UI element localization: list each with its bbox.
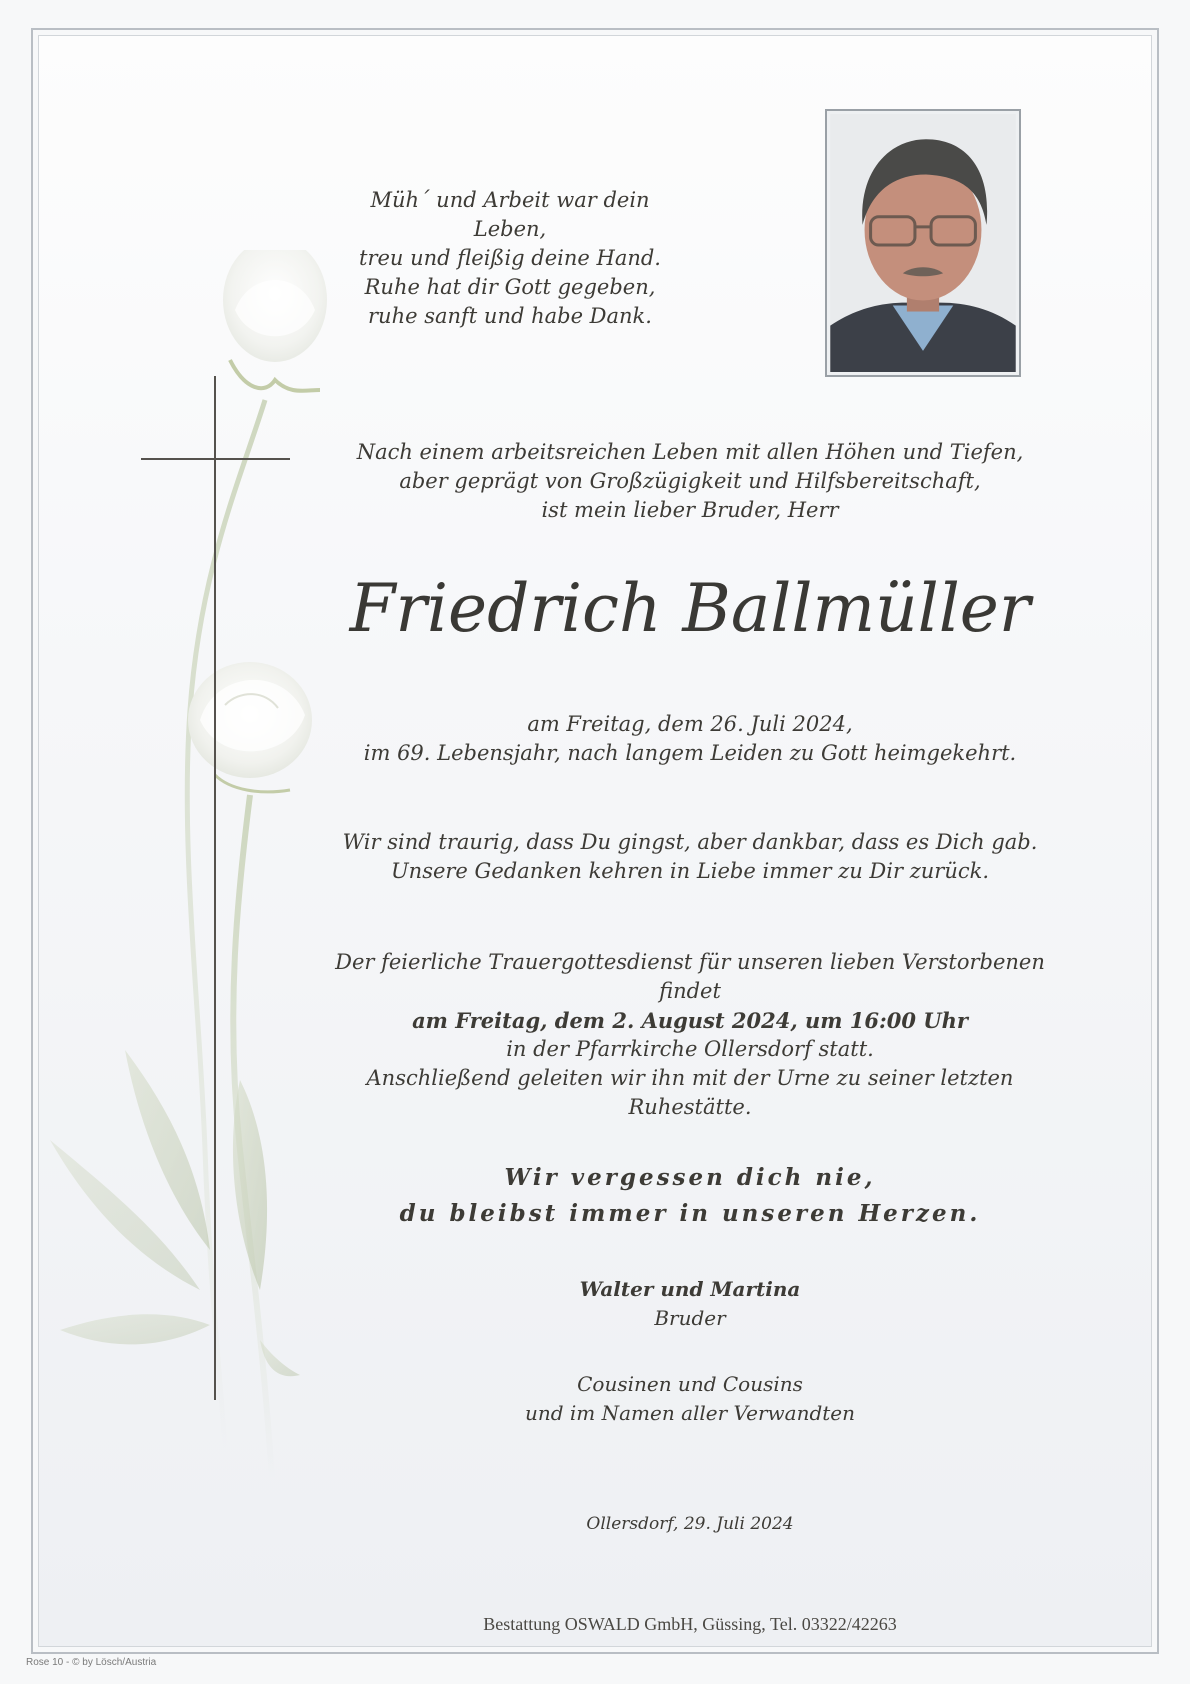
intro-line: ist mein lieber Bruder, Herr — [541, 498, 839, 522]
verse-line: treu und fleißig deine Hand. — [359, 246, 661, 270]
mourners-line: und im Namen aller Verwandten — [524, 1401, 856, 1425]
intro-line: Nach einem arbeitsreichen Leben mit allen Höhen und Tiefen, — [356, 440, 1024, 464]
condolence-text — [340, 828, 1040, 886]
verse — [340, 186, 680, 331]
condolence-line: Unsere Gedanken kehren in Liebe immer zu Dir zurück. — [390, 859, 990, 883]
funeral-service — [310, 948, 1070, 1122]
verse-line: Ruhe hat dir Gott gegeben, — [364, 275, 656, 299]
rose-illustration — [50, 250, 370, 1510]
portrait-image — [830, 114, 1016, 372]
death-notice — [340, 710, 1040, 768]
mourners-others — [440, 1370, 940, 1428]
mourner-names: Walter und Martina — [579, 1277, 801, 1301]
verse-line: Müh´ und Arbeit war dein Leben, — [370, 188, 650, 241]
portrait-photo — [825, 109, 1021, 377]
place-date: Ollersdorf, 29. Juli 2024 — [586, 1514, 794, 1534]
cross-vertical — [214, 376, 216, 1400]
service-location: in der Pfarrkirche Ollersdorf statt. — [506, 1037, 874, 1061]
remembrance — [340, 1160, 1040, 1232]
mourners-line: Cousinen und Cousins — [577, 1372, 803, 1396]
death-detail: im 69. Lebensjahr, nach langem Leiden zu Gott heimgekehrt. — [363, 741, 1017, 765]
cross-horizontal — [141, 458, 290, 460]
mourner-relation: Bruder — [654, 1306, 726, 1330]
deceased-name: Friedrich Ballmüller — [349, 570, 1031, 647]
verse-line: ruhe sanft und habe Dank. — [368, 304, 652, 328]
service-line: Anschließend geleiten wir ihn mit der Urne zu seiner letzten Ruhestätte. — [366, 1066, 1014, 1119]
mourners-family — [440, 1275, 940, 1333]
death-date: am Freitag, dem 26. Juli 2024, — [527, 712, 853, 736]
remembrance-line: Wir vergessen dich nie, — [504, 1164, 876, 1191]
condolence-line: Wir sind traurig, dass Du gingst, aber dankbar, dass es Dich gab. — [342, 830, 1038, 854]
funeral-home-footer: Bestattung OSWALD GmbH, Güssing, Tel. 03322/42263 — [483, 1614, 897, 1634]
service-datetime: am Freitag, dem 2. August 2024, um 16:00 Uhr — [412, 1008, 968, 1033]
intro-line: aber geprägt von Großzügigkeit und Hilfsbereitschaft, — [399, 469, 981, 493]
copyright-note: Rose 10 - © by Lösch/Austria — [26, 1657, 157, 1668]
remembrance-line: du bleibst immer in unseren Herzen. — [399, 1200, 981, 1227]
service-line: Der feierliche Trauergottesdienst für unseren lieben Verstorbenen findet — [335, 950, 1045, 1003]
intro-text — [340, 438, 1040, 525]
